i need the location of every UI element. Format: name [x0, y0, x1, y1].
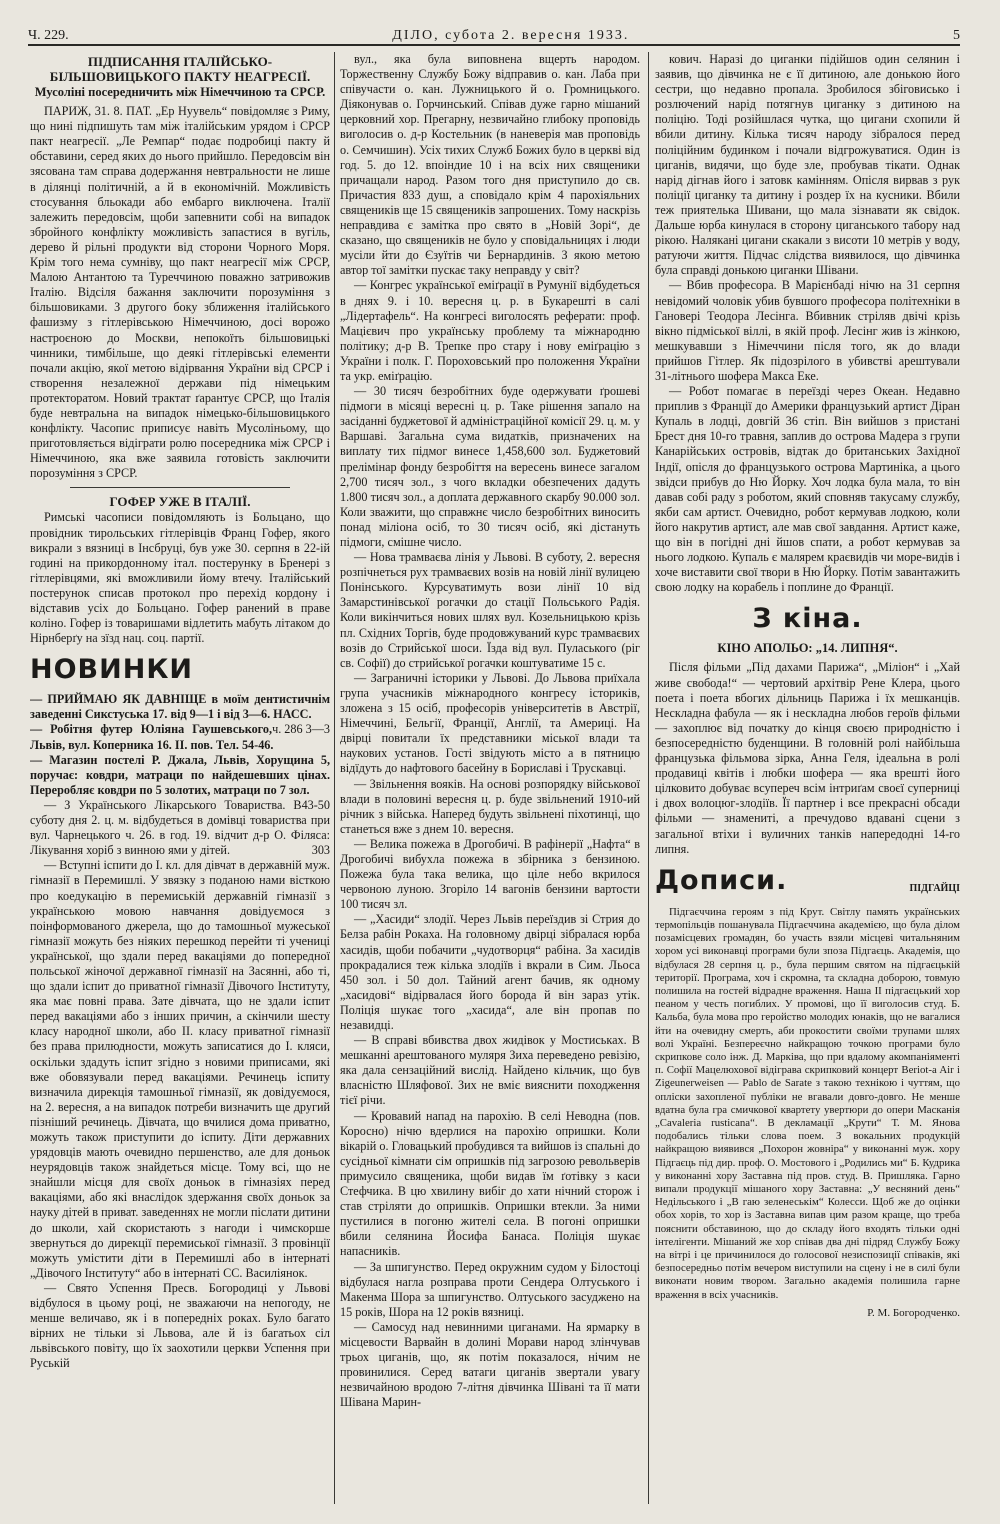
section-title-cinema: З кіна.	[752, 603, 863, 635]
newspaper-title-date: ДІЛО, субота 2. вересня 1933.	[392, 28, 630, 43]
news-item: — Свято Успення Пресв. Богородиці у Львові відбулося в цьому році, не зважаючи на непогоду, не менше величаво, як і в попередніх роках. Було багато вірних не тільки зі Львова, але й із багатьох сіл львівського повіту, що їх заохотили церкви Успення при Руській	[30, 1280, 330, 1371]
author-signature: Р. М. Богородченко.	[867, 1306, 960, 1319]
news-item: — Нова трамваєва лінія у Львові. В суботу, 2. вересня розпічнеться рух трамваєвих возів на новій лінії вулицею Понінського. Курсуватимуть вози лінії 10 від Замарстинівської рогачки до стації Польського Радія. Коли викінчиться нових шлях вул. Козельницькою крізь пл. Східних Торгів, буде продовжуваний курс трамваєвих возів до Стрийської шоси. Їзда від вул. Пуласького (ріг св. Софії) до стрийської рогачки коштуватиме 15 с.	[340, 550, 640, 670]
news-item: — Самосуд над невинними циганами. На ярмарку в місцевости Варвайн в долині Морави народ злінчував трьох циганів, що, як потім показалося, нічим не провинилися. Серед ватаги циганів звертали увагу незвичайною вродою 7-літня дівчинка Шівані та її мати Шівана Марин-	[340, 1319, 640, 1410]
section-title-news: НОВИНКИ	[30, 654, 193, 686]
issue-number: Ч. 229.	[28, 28, 69, 43]
news-item: вул., яка була виповнена вщерть народом. Торжественну Службу Божу відправив о. кан. Лаба при співучасти о. кан. Лужницького й о. Громницького. Діяконував о. Горчинський. Співав дуже гарно мішаний церковний хор. Прегарну, незвичайно глибоку проповідь виголосив о. д-р Костельник (в наневерія мав проповідь о. Семчишин). Усіх тихих Служб Божих було в церкві від год. 5. до 12. впоіндие 10 і на всіх них священики причащали народ. Разом того дня приступило до св. Причастия 833 душ, а сповідало крім 4 парохіяльних священиків ще 15 священиків запрошених. Тому наскрізь неправдива є замітка про свято в „Новій Зорі“, де сказано, що священиків не було у сповідальницях і люди мусіли йти до Єзуїтів чи Бернардинів. З якою метою автор тої замітки пускає таку неправду у світ?	[340, 52, 640, 278]
news-item: — „Хасиди“ злодії. Через Львів переїздив зі Стрия до Белза рабін Рокаха. На головному двірці зібралася юрба хасидів, щоби побачити „чудотворця“ рабіна. За хасидів прокрадалися теж кілька злодіїв і вкрали в Сим. Льоса 450 зол. і 50 дол. Тайний агент бачив, як одному „хасидові“ відірвалася його борода й він зараз утік. Поліція шукає того „хасида“, але він пропав по незавидці.	[340, 912, 640, 1032]
separator	[70, 487, 290, 488]
news-number: 303	[311, 843, 330, 858]
advert-number: ч. 286 3—3	[272, 722, 330, 737]
news-item	[30, 798, 330, 858]
column-1	[30, 52, 330, 1504]
advert: — Робітня футер Юліяна Гаушевського, Львів, вул. Коперника 16. II. пов. Тел. 54-46.	[30, 722, 274, 752]
news-item: кович. Наразі до циганки підійшов один селянин і заявив, що дівчинка не є її дитиною, але донькою його сестри, що недавно пропала. Зробилося збіговисько і розлючений нарід потягнув циганку з дитиною на поліцію. Тоді розійшлася чутка, що цигани схопили й вбили дитину. Кілька тисяч народу зібралося перед поліційним будинком і почали відгрожуватися. Один із циганів, видячи, що буде зле, пробував тікати. Однак нарід дігнав його і затовк камінням. Опісля вирвав з рук поліції циганку та дитину і роздер їх на кусники. Вбили теж приятелька Шивани, що мала зізнавати як свідок. Дальше юрба кинулася в сторону циганського табору над рікою. Налякані цигани скакали з висоти 10 метрів у воду, ратуючи життя. Підчас слідства виявилося, що дівчинка була справді донькою циганки Шівани.	[655, 52, 960, 278]
column-divider	[648, 52, 649, 1504]
news-item: — За шпигунство. Перед окружним судом у Білостоці відбулася нагла розправа проти Сендера Олтуського і Макенма Шора за шпигунство. Олтуського засуджено на 15 років, Шора на 12 років вязниці.	[340, 1259, 640, 1319]
news-item: — Вступні іспити до І. кл. для дівчат в державній муж. гімназії в Перемишлі. У звязку з поданою нами вісткою про коедукацію в перемиській державній гімназії з українською мовою навчання довідуємося з поінформованого джерела, що до тамошньої мужеської гімназії можуть без ніяких перешкод перейти ті учениці української, що здали перед вакаціями до попередної польської жіночої державної гімназії на Засянні, або ті, що здали іспит до приватної гімназії Дівочого Інституту, яка має повні права. Зате дівчата, що не здали іспит перед вакаціями або з інших причин, а скінчили шесту класу народної школи, або II. класу приватної гімназії без права прилюдности, можуть записатися до І. кляси, оскільки здадуть іспит згідно з новими приписами, які вже обовязували перед вакаціями. Речинець іспиту визначила дирекція тамошньої гімназії, як довідуємося, на 2. вересня, а на випадок потреби визначить ще другий пізніший речинець. Дівчата, що вчилися дома приватно, можуть також приступити до іспиту. Діти державних урядовців мають очевидно першенство, але для доньок неурядовців також знайдеться місце. Тому всі, що не знайшли місця для своїх доньок в гімназіях перед вакаціями, або які внаслідок здержання своїх доньок за науку дітей в приват. заведеннях не могли післати дитини до школи, хай скористають з нагоди і чимскорше звернуться до дирекції перемиської гімназії. З провінції можуть умістити діти в Перемишлі або в інтернаті „Дівочого Інституту“ або в інтернаті СС. Василіянок.	[30, 858, 330, 1280]
news-text: — З Українського Лікарського Товариства. В суботу дня 2. ц. м. відбудеться в домівці товариства при вул. Чарнецького ч. 26. в год. 19. відчит д-р О. Філяса: Лікування хоріб з винною ями у дітей.	[30, 797, 330, 858]
news-item: — В справі вбивства двох жидівок у Мостиськах. В мешканні арештованого муляря Зиха переведено ревізію, яка дала сензаційний вислід. Найдено кільчик, що був власністю Шляфової. Зих не вміє вияснити походження тієї річи.	[340, 1033, 640, 1108]
news-item: — 30 тисяч безробітних буде одержувати ґрошеві підмоги в місяці вересні ц. р. Таке рішення запало на засіданні буджетової й адміністраційної комісії 29. ц. м. у Варшаві. Загальна сума видатків, призначених на виплату тих підмог винесе 1,458,600 зол. Буджетовий прелімінар фонду безробіття на вересень винесе загалом 2,700 тисяч зол., з чого вкладки обезпечених дадуть 1.800 тисяч зол., а доплата державного скарбу 90.000 зол. Коли зважити, що справжнє число безробітних виносить понад міліона осіб, то 30 тисяч осіб, які дістануть підмоги, смішне число.	[340, 384, 640, 549]
advert-text: — ПРИЙМАЮ ЯК ДАВНІЩЕ в моїм дентистичнім заведенні Сикстуська 17. від 9—1 і від 3—6. НАСС.	[30, 692, 330, 722]
news-item: — Велика пожежа в Дрогобичі. В рафінерії „Нафта“ в Дрогобичі вибухла пожежа в збірника з бензиною. Пожежа була така велика, що ціле небо вкрилося червоною луною. Згоріло 14 вагонів бензини вартости 100 тисяч зл.	[340, 836, 640, 912]
letter-body: Підгаєччина героям з під Крут. Світлу память українських термопільців пошанувала Підгаєччина академією, що була ділом позамісцевих громадян, бо участь взяли місцеві читальняним хором усі виконавці програми були зпоза Підгаєць. Академія, що відбулася 28 серпня ц. р., була першим святом на підгаєцькій території. Програма, хоч і скромна, та складна доборою, товмую полишила на гостей відрадне враження. Наша II підгаєцький хор пеаном у честь погиблих. У промові, що її виголосив студ. Б. Кальба, була мова про геройство молодих юнаків, що не вагалися йти на очевидну смерть, аби прокостити своїми трупами шлях волі Україні. Безпереєчно найкращою точкою програми було скрипкове соло інж. Д. Марківа, що при вдалому акомпаніяменті п. Софії Мацелюхової відіграва скрипковий концерт Beriot-a Air i Zigeunerweisen — Pablo de Sarate з такою технікою і чуттям, що опліски захопленої публіки не вгавали довго-довго. Не менше вдатна була гра смичкової квартету увертюри до опери Масканія „Cavaleria rusticana“. В декламації „Крути“ Т. М. Янова подобались тільки слова поем. З вокальних продукцій найкращою виявився „Похорон жовніра“ у виконанні муж. хору Підгаєць під дир. проф. О. Мостового і „Родились ми“ Б. Кудрика у виконанні хору Заставна під пров. студ. В. Пришляка. Гарно випали продукції мішаного хору Заставна: „У весняний день“ Недільського і „В гаю зеленеськім“ Колесси. Щоб же до оцінки обох хорів, то хор із Заставна випав цим разом краще, що треба пояснити обставиною, що до складу його входять тільки одні інтелігенти. Мішаний же хор співав два дні підряд Службу Божу на вітрі і це причинилося до голосової незиспозиції співаків, які безпосередньо потім вечером виступили на сцену і не в силі були виконати новим твором. Загально академія полишила гарне враження в всіх учасників.	[655, 905, 960, 1301]
article-headline: ПІДПИСАННЯ ІТАЛІЙСЬКО-БІЛЬШОВИЦЬКОГО ПАКТУ НЕАГРЕСІЇ.	[49, 54, 311, 84]
news-item: — Заграничні історики у Львові. До Львова приїхала група учасників міжнародного конгресу істориків, зложена з 15 осіб, професорів університетів в Австрії, Німеччині, Бельгії, Франції, Англії, та Америці. На двірці повитали їх представники міської влади та наукових установ. Гості звідують місто а в пятницю відїдуть до нафтового басейну в Бориславі і Трускавці.	[340, 670, 640, 776]
masthead	[28, 22, 960, 46]
article-body: ПАРИЖ, 31. 8. ПАТ. „Ер Нуувель“ повідомляє з Риму, що нині підпишуть там між італійським урядом і СРСР пакт неагресії. „Ле Ремпар“ подає подробиці пакту й обставини, серед яких до нього прийшло. Передовсім він зясована там справа додержання невтральности не лише в ділянці політичній, а й в економічній. Можливість стосування бльокади або ембарго виключена. Італії залежить передовсім, щоби запевнити собі на випадок збройного конфлікту можливість запастися в вугіль, дерево й рільні продукти від сторони Чорного Моря. Крім того нема сумніву, що пакт неагресії між СРСР, Малою Антантою та Туреччиною поважно затривожив Італію. Відсіля бажання заключити порозуміння з більшовиками. З другого боку зближення італійського фашизму з гітлерівською Німеччиною, досі ворожо настроєною до Москви, непокоїть більшовицькі чинники, тимбільше, що деякі гітлерівські елементи почали акцію, якої метою відірвання України від СРСР і створення незалежної держави під німецьким протекторатом. Новий трактат ґарантує СРСР, що Італія буде невтральна на випадок німецько-більшовицького конфлікту. Часопис приписує навіть Мусоліньому, що приготовляється відіграти ролю посередника між СРСР і Німеччиною, яка вже заявила готовість заключити порозуміння з СРСР.	[30, 104, 330, 481]
advert-number: 43-50	[301, 797, 330, 812]
section-title-letters: Дописи.	[655, 864, 788, 896]
advert	[30, 752, 330, 812]
news-item: — Конгрес української еміґрації в Румунії відбудеться в днях 9. і 10. вересня ц. р. в Букарешті в салі „Лідертафель“. На конгресі виголосять реферати: проф. Мацієвич про українську проблему та міжнародню політику; д-р В. Трепке про стару і нову еміґрацію з України і полк. Г. Пороховський про положення України та укр. еміґрацію.	[340, 278, 640, 383]
column-2	[340, 52, 640, 1504]
cinema-headline: КІНО АПОЛЬО: „14. ЛИПНЯ“.	[717, 641, 898, 656]
cinema-review: Після фільми „Під дахами Парижа“, „Міліон“ і „Хай живе свобода!“ — чертовий архітвір Рене Клера, цього поета і поета вбогих дільниць Парижа і їх мешканців. Нескладна фабула — як і нескладна любов героїв фільми — захоплює від початку до кінця своєю природністю і безпосередністю буденщини. В головній ролі найбільша французька фільмова зірка, Анна Геля, ідеальна в ролі продавиці квітів і любки шофера — яка врешті його цілковито добуває всупереч всім інтриґам своєї суперниці і двох волоцюг-злодіїв. Її партнер і все прекрасні обсади фільми — знамениті, а пречудово вдавані сцени з загальної втіхи і вуличних танків напередодні 14-го липня.	[655, 660, 960, 856]
page-number: 5	[952, 28, 960, 43]
advert-text: — Магазин постелі Р. Джала, Львів, Хорущина 5, поручає: ковдри, матраци по найдешевших цінах. Переробляє ковдри по 5 золотих, матраци по 7 зол.	[30, 752, 330, 797]
article-subheadline: Мусоліні посередничить між Німеччиною та СРСР.	[34, 85, 326, 99]
column-divider	[334, 52, 335, 1504]
news-item: — Робот помагає в переїзді через Океан. Недавно приплив з Франції до Америки французький артист Діран Купаль в лодці, довгій 36 стіп. Він вийшов з пристані Брест дня 10-го травня, заплив до острова Мадера з групи Канарійських островів, відтак до британських Західної Індії, опісля до французького острова Мартиніка, а цього звідси прибув до Ню Йорку. Хоч лодка була мала, то він давав собі раду з роботом, який сповняв такусаму службу, якби сам артист. Очевидно, робот кермував лодкою, коли його накрутив артист, але мав свої завдання. Артист каже, що він в погідні дні йшов спати, а робот кермував за нього лодкою. Купаль є малярем краєвидів чи море-видів і хоче виставити свої твори в Ню Йорку. Потім завантажить свою лодку на корабель і поплине до Франції.	[655, 384, 960, 595]
news-item: — Вбив професора. В Марієнбаді нічю на 31 серпня невідомий чоловік убив бувшого професора політехніки в Гановері Теодора Лесінга. Вбивник стріляв двічі крізь вікно підміської віллі, в якій проф. Лесінг жив із жінкою, мешкувавши з Німеччини після того, як до влади прийшов Гітлер. Як підозрілого в убивстві арештували 31-літнього шофера Макса Еке.	[655, 278, 960, 383]
column-3	[655, 52, 960, 1504]
news-item: — Кровавий напад на парохію. В селі Неводна (пов. Коросно) нічю вдерлися на парохію опришки. Коли вікарій о. Гловацький пробудився та вийшов із спальні до сусідньої кімнати сім опришків під загрозою револьверів примусило священика, щоби видав їм ґотівку з каси Стефчика. В цю хвилину вибіг до хати нічний сторож і став стріляти до опришків. Опришки втекли. За ними пустилися в погоню жителі села. В погоні опришки вбили селянина Йосифа Банаса. Поліція шукає напасників.	[340, 1108, 640, 1259]
article-body: Римські часописи повідомляють із Больцано, що провідник тирольських гітлерівців Франц Гофер, якого викрали з вязниці в Інсбруці, був уже 30. серпня в 22-ій годині на прикордонному італ. постерунку в Бренері з гітлерівцями, які вможливили йому втечу. Італійський постерунок списав протокол про перехід кордону і відставив усіх до Больцано. Гофер ранений в праве коліно. Гофер із товаришами відлетить мабуть літаком до Нірнберґу на зїзд нац. соц. партії.	[30, 510, 330, 646]
news-item: — Звільнення вояків. На основі розпорядку військової влади в половині вересня ц. р. буде звільнений 1910-ий річник з війська. Наперед будуть звільнені піхотинці, що станеться вже з днем 10. вересня.	[340, 776, 640, 836]
dateline-place: ПІДГАЙЦІ	[909, 882, 960, 894]
article-headline: ГОФЕР УЖЕ В ІТАЛІЇ.	[109, 494, 251, 510]
